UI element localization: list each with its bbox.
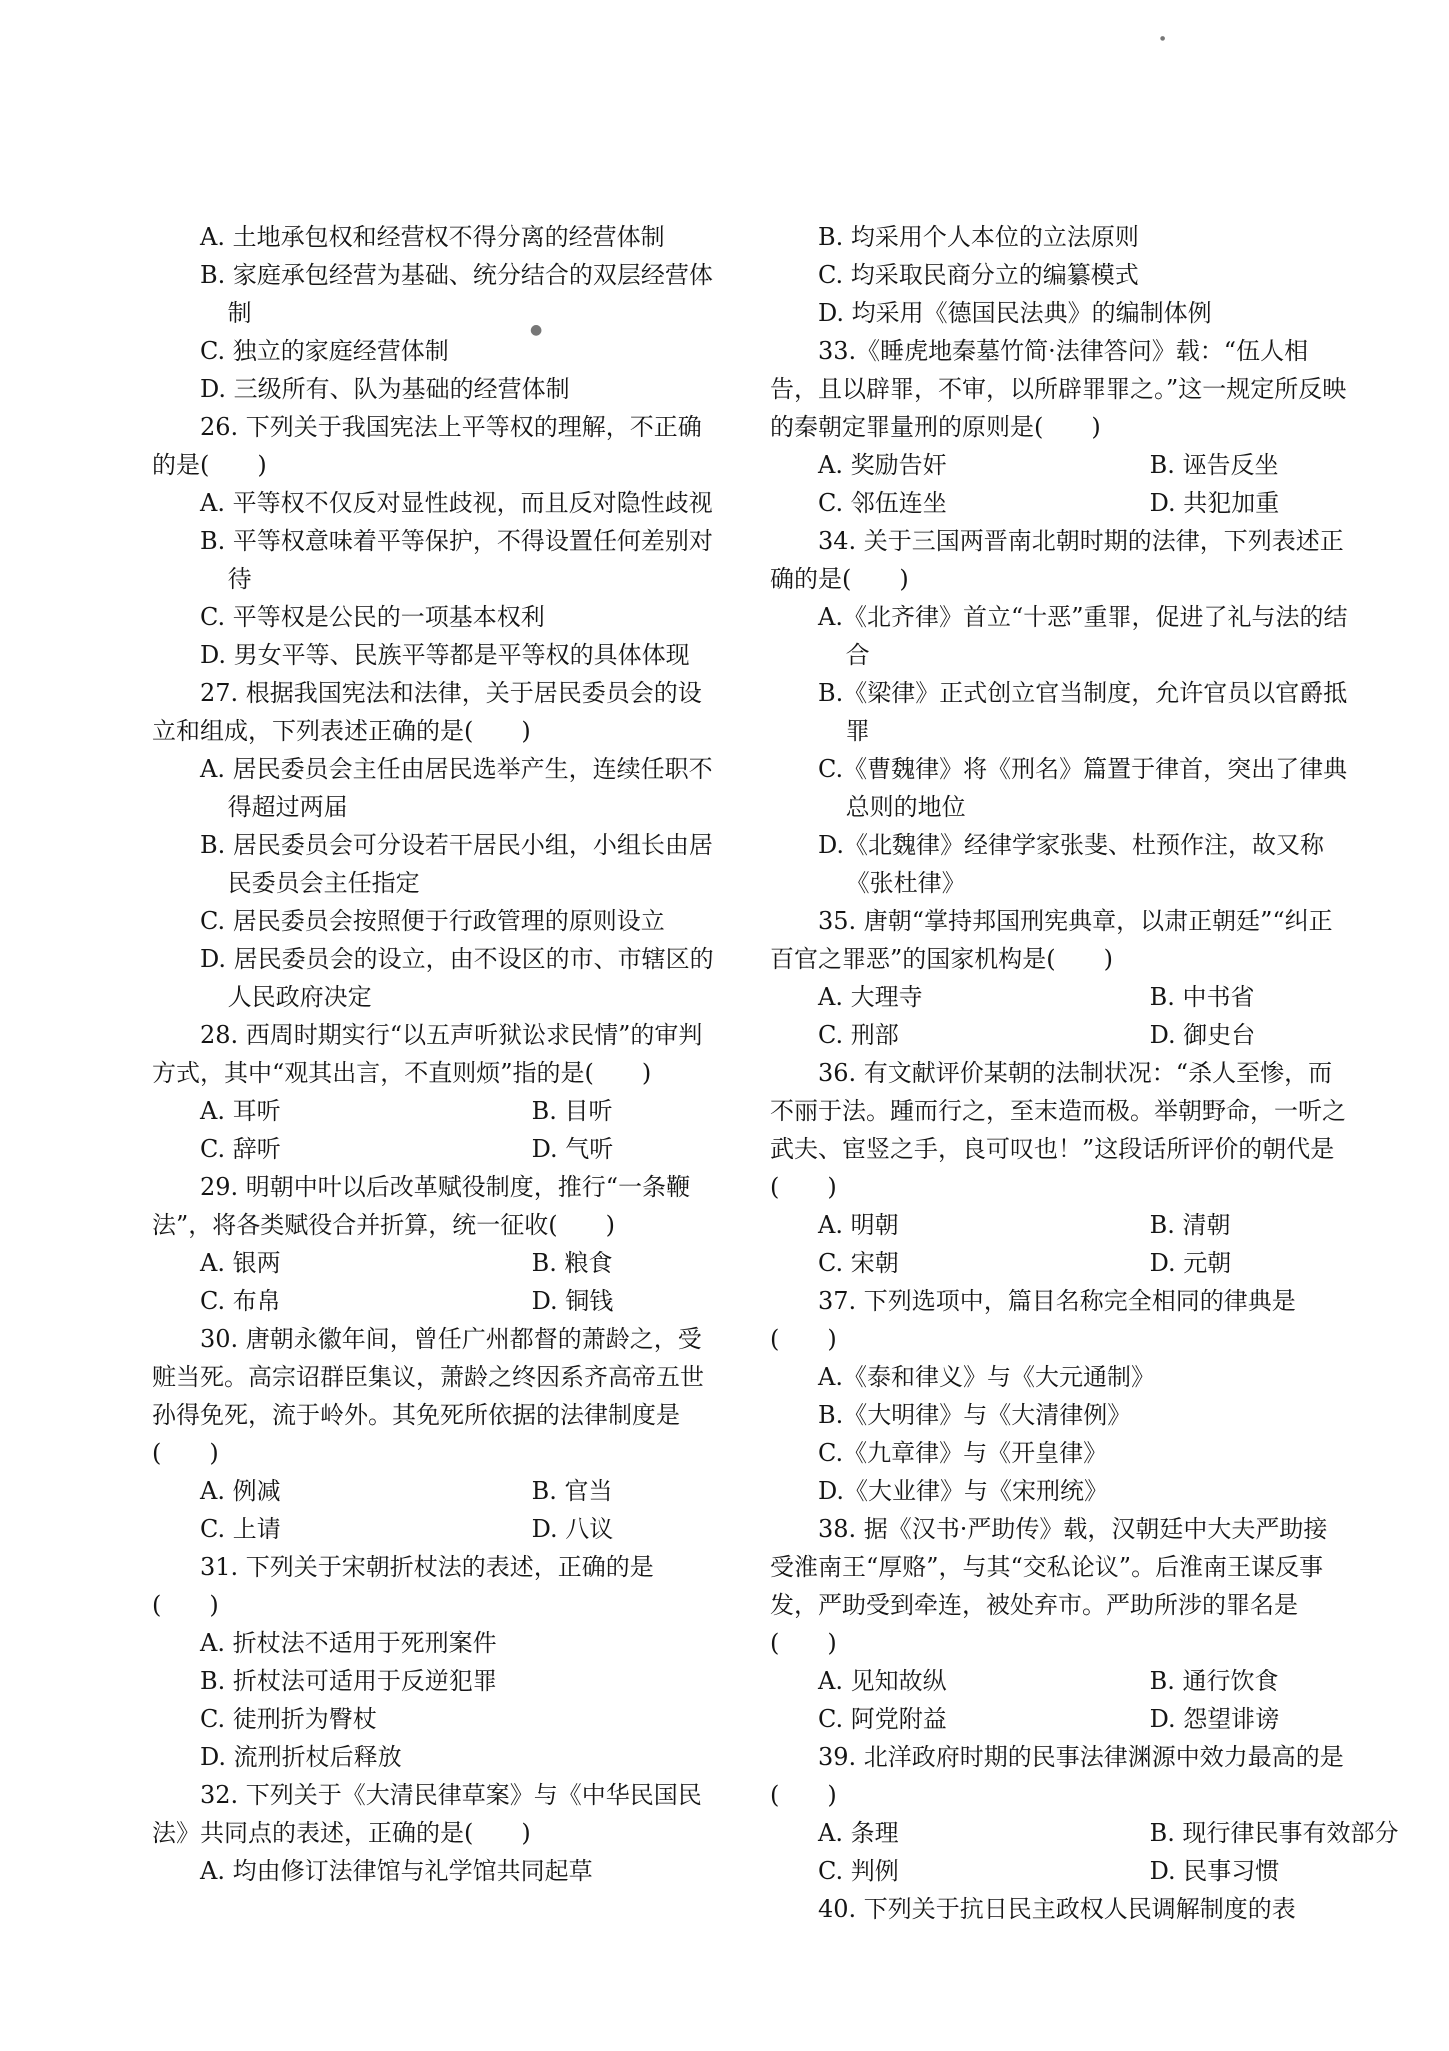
option-34-b: B.《梁律》正式创立官当制度，允许官员以官爵抵罪 — [818, 679, 1348, 745]
option-34-d: D.《北魏律》经律学家张斐、杜预作注，故又称《张杜律》 — [818, 831, 1325, 897]
question-40-stem: 40. 下列关于抗日民主政权人民调解制度的表 — [818, 1895, 1296, 1923]
option-26-a: A. 平等权不仅反对显性歧视，而且反对隐性歧视 — [200, 489, 713, 517]
question-30-stem: 30. 唐朝永徽年间，曾任广州都督的萧龄之，受赃当死。高宗诏群臣集议，萧龄之终因系齐高帝五世孙得免死，流于岭外。其免死所依据的法律制度是( ) — [152, 1325, 704, 1467]
option-38-a: A. 见知故纵 — [818, 1667, 947, 1695]
question-32-options — [152, 1852, 720, 1890]
right-column — [770, 218, 1399, 1928]
option-27-d: D. 居民委员会的设立，由不设区的市、市辖区的人民政府决定 — [200, 945, 714, 1011]
question-35-stem: 35. 唐朝“掌持邦国刑宪典章，以肃正朝廷”“纠正百官之罪恶”的国家机构是( ) — [770, 907, 1333, 973]
option-26-c: C. 平等权是公民的一项基本权利 — [200, 603, 545, 631]
question-31-options — [152, 1624, 720, 1776]
option-row — [152, 1510, 720, 1548]
option-33-d: D. 共犯加重 — [1149, 489, 1280, 517]
option-30-b: B. 官当 — [531, 1477, 613, 1505]
question-37-stem: 37. 下列选项中，篇目名称完全相同的律典是( ) — [770, 1287, 1296, 1353]
option-28-d: D. 气听 — [531, 1135, 614, 1163]
option-31-b: B. 折杖法可适用于反逆犯罪 — [200, 1667, 497, 1695]
option-38-c: C. 阿党附益 — [818, 1705, 947, 1733]
option-37-a: A.《泰和律义》与《大元通制》 — [818, 1363, 1155, 1391]
option-row — [770, 1814, 1399, 1852]
option-row — [770, 1016, 1348, 1054]
option-row — [770, 1206, 1348, 1244]
question-34-stem: 34. 关于三国两晋南北朝时期的法律，下列表述正确的是( ) — [770, 527, 1344, 593]
option-38-d: D. 怨望诽谤 — [1149, 1705, 1280, 1733]
option-row — [770, 446, 1348, 484]
left-column — [152, 218, 720, 1890]
option-25-a: A. 土地承包权和经营权不得分离的经营体制 — [200, 223, 665, 251]
option-39-c: C. 判例 — [818, 1857, 899, 1885]
option-36-b: B. 清朝 — [1149, 1211, 1231, 1239]
option-row — [770, 484, 1348, 522]
scan-speck: ● — [530, 322, 543, 338]
option-25-c: C. 独立的家庭经营体制 — [200, 337, 449, 365]
option-row — [770, 1244, 1348, 1282]
question-32-options-continued — [770, 218, 1348, 332]
question-28-stem: 28. 西周时期实行“以五声听狱讼求民情”的审判方式，其中“观其出言，不直则烦”指的是( ) — [152, 1021, 703, 1087]
option-28-a: A. 耳听 — [200, 1097, 281, 1125]
option-31-d: D. 流刑折杖后释放 — [200, 1743, 402, 1771]
option-32-a: A. 均由修订法律馆与礼学馆共同起草 — [200, 1857, 593, 1885]
question-34-options — [770, 598, 1348, 902]
option-25-b: B. 家庭承包经营为基础、统分结合的双层经营体制 — [200, 261, 713, 327]
option-33-a: A. 奖励告奸 — [818, 451, 947, 479]
option-row — [770, 978, 1348, 1016]
question-26-options — [152, 484, 720, 674]
option-37-c: C.《九章律》与《开皇律》 — [818, 1439, 1108, 1467]
option-27-b: B. 居民委员会可分设若干居民小组，小组长由居民委员会主任指定 — [200, 831, 713, 897]
question-29-stem: 29. 明朝中叶以后改革赋役制度，推行“一条鞭法”，将各类赋役合并折算，统一征收( ) — [152, 1173, 691, 1239]
option-row — [152, 1092, 720, 1130]
option-32-b: B. 均采用个人本位的立法原则 — [818, 223, 1139, 251]
option-25-d: D. 三级所有、队为基础的经营体制 — [200, 375, 570, 403]
question-25-options — [152, 218, 720, 408]
question-38-stem: 38. 据《汉书·严助传》载，汉朝廷中大夫严助接受淮南王“厚赂”，与其“交私论议”。后淮南王谋反事发，严助受到牵连，被处弃市。严助所涉的罪名是( ) — [770, 1515, 1328, 1657]
option-38-b: B. 通行饮食 — [1149, 1667, 1279, 1695]
option-row — [152, 1472, 720, 1510]
option-32-c: C. 均采取民商分立的编纂模式 — [818, 261, 1139, 289]
option-30-c: C. 上请 — [200, 1515, 281, 1543]
option-31-c: C. 徒刑折为臀杖 — [200, 1705, 377, 1733]
option-26-b: B. 平等权意味着平等保护，不得设置任何差别对待 — [200, 527, 713, 593]
option-26-d: D. 男女平等、民族平等都是平等权的具体体现 — [200, 641, 690, 669]
question-26-stem: 26. 下列关于我国宪法上平等权的理解，不正确的是( ) — [152, 413, 702, 479]
option-27-c: C. 居民委员会按照便于行政管理的原则设立 — [200, 907, 665, 935]
option-27-a: A. 居民委员会主任由居民选举产生，连续任职不得超过两届 — [200, 755, 713, 821]
option-28-c: C. 辞听 — [200, 1135, 281, 1163]
option-33-b: B. 诬告反坐 — [1149, 451, 1279, 479]
question-37-options — [770, 1358, 1348, 1510]
question-33-stem: 33.《睡虎地秦墓竹简·法律答问》载：“伍人相告，且以辟罪，不审，以所辟罪罪之。”这一规定所反映的秦朝定罪量刑的原则是( ) — [770, 337, 1347, 441]
option-32-d: D. 均采用《德国民法典》的编制体例 — [818, 299, 1212, 327]
option-30-a: A. 例减 — [200, 1477, 281, 1505]
option-row — [770, 1852, 1348, 1890]
option-29-a: A. 银两 — [200, 1249, 281, 1277]
option-row — [152, 1244, 720, 1282]
option-29-d: D. 铜钱 — [531, 1287, 614, 1315]
option-29-c: C. 布帛 — [200, 1287, 281, 1315]
option-34-c: C.《曹魏律》将《刑名》篇置于律首，突出了律典总则的地位 — [818, 755, 1348, 821]
question-31-stem: 31. 下列关于宋朝折杖法的表述，正确的是( ) — [152, 1553, 654, 1619]
option-row — [770, 1700, 1348, 1738]
option-35-b: B. 中书省 — [1149, 983, 1255, 1011]
question-32-stem: 32. 下列关于《大清民律草案》与《中华民国民法》共同点的表述，正确的是( ) — [152, 1781, 702, 1847]
option-34-a: A.《北齐律》首立“十恶”重罪，促进了礼与法的结合 — [818, 603, 1348, 669]
option-29-b: B. 粮食 — [531, 1249, 613, 1277]
option-35-d: D. 御史台 — [1149, 1021, 1256, 1049]
option-39-b: B. 现行律民事有效部分 — [1149, 1819, 1399, 1847]
question-36-stem: 36. 有文献评价某朝的法制状况：“杀人至惨，而不丽于法。踵而行之，至末造而极。举朝野命，一听之武夫、宦竖之手，良可叹也！”这段话所评价的朝代是( ) — [770, 1059, 1346, 1201]
option-row — [152, 1282, 720, 1320]
option-36-a: A. 明朝 — [818, 1211, 899, 1239]
option-row — [770, 1662, 1348, 1700]
option-35-c: C. 刑部 — [818, 1021, 899, 1049]
option-37-b: B.《大明律》与《大清律例》 — [818, 1401, 1132, 1429]
question-27-options — [152, 750, 720, 1016]
option-36-d: D. 元朝 — [1149, 1249, 1232, 1277]
option-39-d: D. 民事习惯 — [1149, 1857, 1280, 1885]
option-31-a: A. 折杖法不适用于死刑案件 — [200, 1629, 497, 1657]
scan-speck: ● — [1160, 35, 1166, 42]
option-33-c: C. 邻伍连坐 — [818, 489, 947, 517]
question-39-stem: 39. 北洋政府时期的民事法律渊源中效力最高的是( ) — [770, 1743, 1344, 1809]
option-36-c: C. 宋朝 — [818, 1249, 899, 1277]
option-28-b: B. 目听 — [531, 1097, 613, 1125]
option-35-a: A. 大理寺 — [818, 983, 923, 1011]
question-27-stem: 27. 根据我国宪法和法律，关于居民委员会的设立和组成，下列表述正确的是( ) — [152, 679, 702, 745]
option-37-d: D.《大业律》与《宋刑统》 — [818, 1477, 1109, 1505]
option-39-a: A. 条理 — [818, 1819, 899, 1847]
option-row — [152, 1130, 720, 1168]
option-30-d: D. 八议 — [531, 1515, 614, 1543]
